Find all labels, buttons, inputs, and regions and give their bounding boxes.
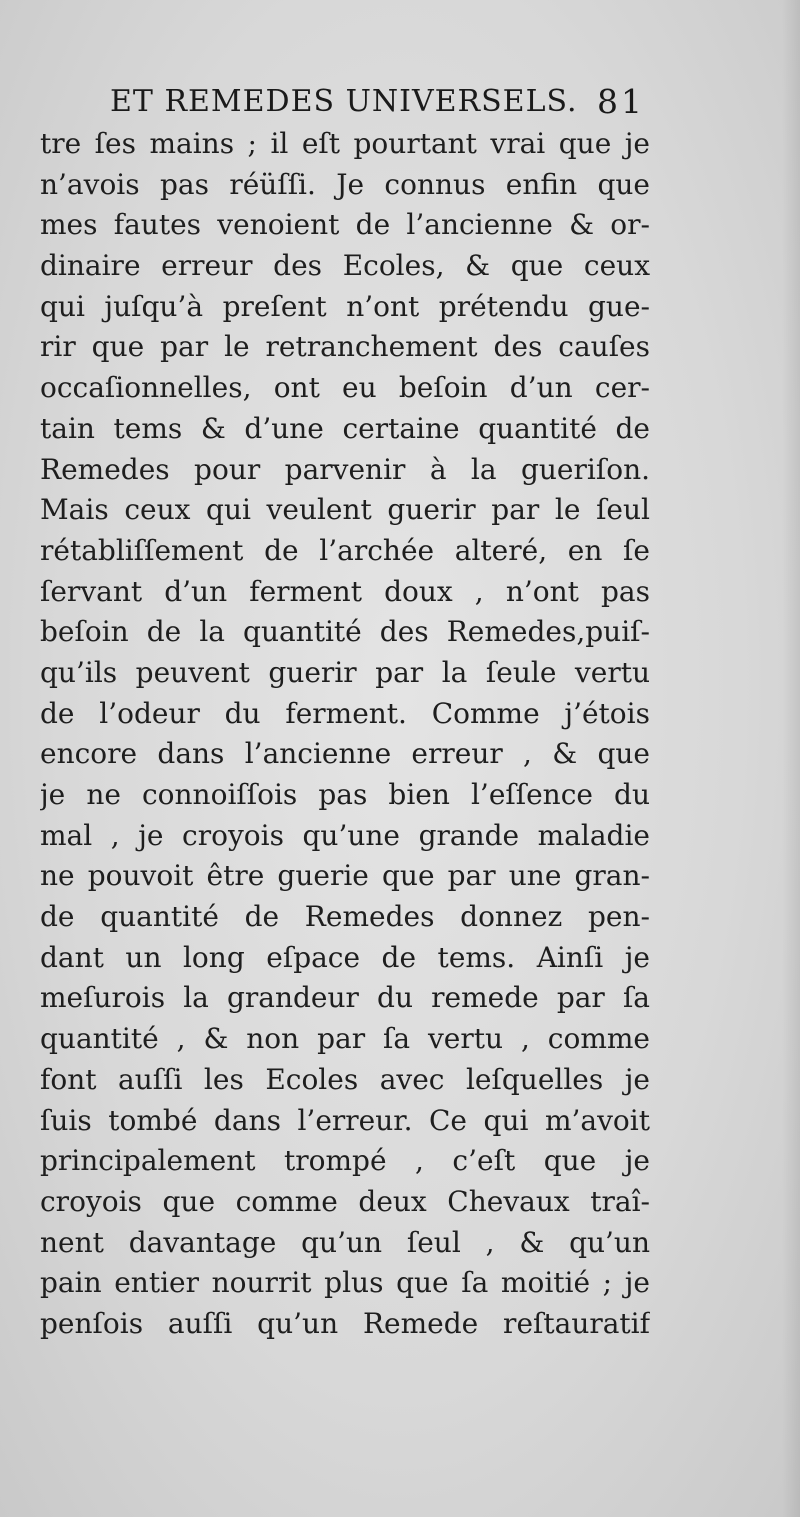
text-line: rir que par le retranchement des cauſes: [40, 330, 650, 364]
text-line: pain entier nourrit plus que ſa moitié ; je: [40, 1266, 650, 1300]
text-line: tre ſes mains ; il eſt pourtant vrai que je: [40, 127, 650, 160]
text-line: tain tems & d’une certaine quantité de: [40, 411, 650, 445]
text-line: occaſionnelles, ont eu beſoin d’un cer-: [40, 371, 650, 405]
text-line: ne pouvoit être guerie que par une gran-: [40, 859, 650, 893]
text-line: croyois que comme deux Chevaux traî-: [40, 1184, 650, 1218]
text-line: mal , je croyois qu’une grande maladie: [40, 818, 650, 852]
text-line: meſurois la grandeur du remede par ſa: [40, 981, 650, 1015]
text-line: je ne connoiſſois pas bien l’eſſence du: [40, 778, 650, 811]
text-line: ſervant d’un ferment doux , n’ont pas: [40, 574, 650, 608]
text-line: rétabliſſement de l’archée alteré, en ſe: [40, 533, 650, 567]
text-line: dinaire erreur des Ecoles, & que ceux: [40, 249, 650, 283]
text-line: n’avois pas réüſſi. Je connus enfin que: [40, 167, 650, 201]
text-line: quantité , & non par ſa vertu , comme: [40, 1022, 650, 1056]
text-line: penſois auſſi qu’un Remede reſtauratif: [40, 1306, 650, 1340]
text-line: beſoin de la quantité des Remedes,puiſ-: [40, 615, 650, 649]
text-line: nent davantage qu’un ſeul , & qu’un: [40, 1225, 650, 1259]
text-line: qui juſqu’à preſent n’ont prétendu gue-: [40, 289, 650, 323]
text-line: principalement trompé , c’eſt que je: [40, 1144, 650, 1178]
text-line: ſuis tombé dans l’erreur. Ce qui m’avoit: [40, 1103, 650, 1137]
text-line: dant un long eſpace de tems. Ainſi je: [40, 940, 650, 974]
page-number: 81: [597, 82, 645, 121]
running-title: ET REMEDES UNIVERSELS.: [110, 84, 578, 119]
text-line: de l’odeur du ferment. Comme j’étois: [40, 696, 650, 730]
page-edge-shadow: [782, 0, 800, 1517]
text-line: mes fautes venoient de l’ancienne & or-: [40, 208, 650, 242]
text-line: qu’ils peuvent guerir par la ſeule vertu: [40, 655, 650, 689]
text-line: encore dans l’ancienne erreur , & que: [40, 737, 650, 771]
text-line: de quantité de Remedes donnez pen-: [40, 900, 650, 934]
text-line: font auſſi les Ecoles avec leſquelles je: [40, 1062, 650, 1096]
body-text: [40, 124, 650, 1345]
text-line: Mais ceux qui veulent guerir par le ſeul: [40, 493, 650, 527]
text-line: Remedes pour parvenir à la gueriſon.: [40, 452, 650, 486]
